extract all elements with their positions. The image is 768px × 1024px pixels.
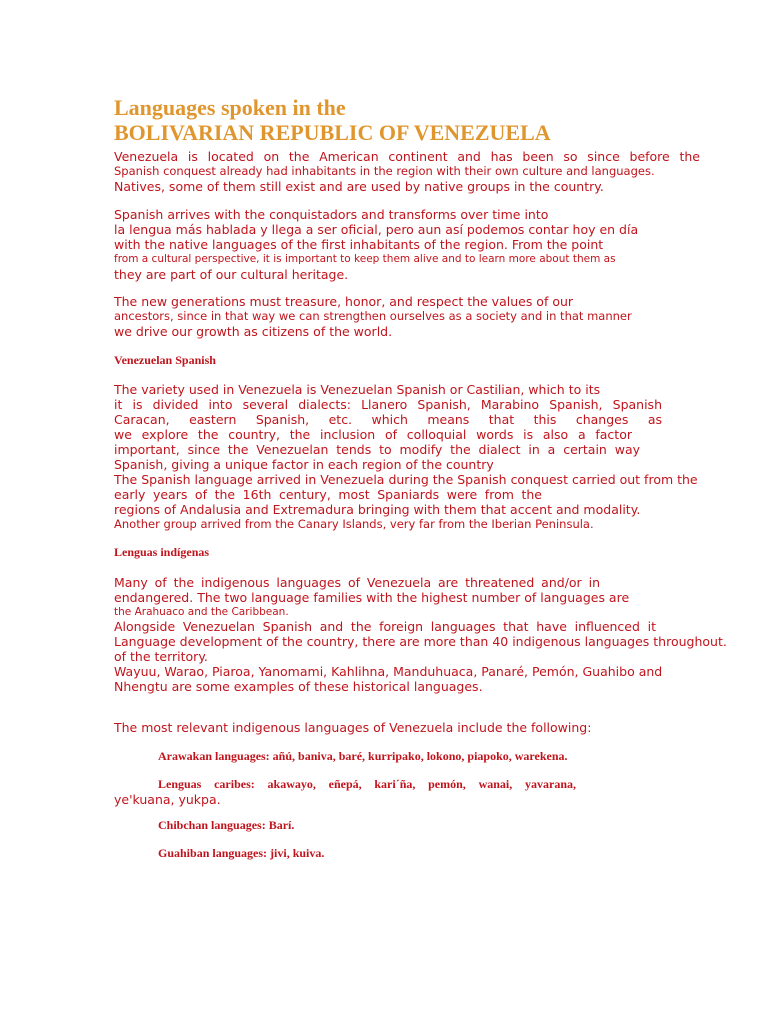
section-heading-venezuelan-spanish: Venezuelan Spanish xyxy=(114,353,216,367)
text-line: Venezuela is located on the American continent and has been so since before the xyxy=(114,149,700,164)
text-line: the Arahuaco and the Caribbean. xyxy=(114,606,289,618)
indigenous-paragraph xyxy=(114,575,727,694)
paragraph-text xyxy=(114,207,700,282)
intro-paragraph xyxy=(114,149,700,194)
spanish-arrival-paragraph xyxy=(114,207,700,282)
title-line-2: BOLIVARIAN REPUBLIC OF VENEZUELA xyxy=(114,120,551,145)
text-line: la lengua más hablada y llega a ser oficial, pero aun así podemos contar hoy en día xyxy=(114,222,639,237)
relevant-languages-intro xyxy=(114,720,700,735)
text-line: important, since the Venezuelan tends to modify the dialect in a certain way xyxy=(114,442,640,457)
page-title xyxy=(114,95,551,145)
text-line: Caracan, eastern Spanish, etc. which means that this changes as xyxy=(114,412,662,427)
text-line: of the territory. xyxy=(114,649,208,664)
title-line-1: Languages spoken in the xyxy=(114,95,346,120)
list-item-text: Arawakan languages: añú, baniva, baré, kurripako, lokono, piapoko, warekena. xyxy=(158,749,568,763)
text-line: Wayuu, Warao, Piaroa, Yanomami, Kahlihna, Manduhuaca, Panaré, Pemón, Guahibo and xyxy=(114,664,663,679)
text-line: we explore the country, the inclusion of colloquial words is also a factor xyxy=(114,427,632,442)
text-line: regions of Andalusia and Extremadura bringing with them that accent and modality. xyxy=(114,502,641,517)
text-line: The Spanish language arrived in Venezuela during the Spanish conquest carried out from the xyxy=(114,472,698,487)
text-line: we drive our growth as citizens of the world. xyxy=(114,324,393,339)
text-line: early years of the 16th century, most Spaniards were from the xyxy=(114,487,542,502)
list-item-text: Chibchan languages: Barí. xyxy=(158,818,295,832)
venezuelan-spanish-paragraph xyxy=(114,382,698,532)
paragraph-text xyxy=(114,575,727,694)
text-line: Spanish conquest already had inhabitants in the region with their own culture and languages. xyxy=(114,164,655,178)
text-line: Many of the indigenous languages of Venezuela are threatened and/or in xyxy=(114,575,600,590)
text-line: it is divided into several dialects: Llanero Spanish, Marabino Spanish, Spanish xyxy=(114,397,662,412)
generations-paragraph xyxy=(114,294,700,339)
paragraph-text xyxy=(114,149,700,194)
paragraph-text: The most relevant indigenous languages of Venezuela include the following: xyxy=(114,720,592,735)
text-line: Natives, some of them still exist and are used by native groups in the country. xyxy=(114,179,604,194)
text-line: ancestors, since in that way we can strengthen ourselves as a society and in that manner xyxy=(114,309,632,323)
text-line: with the native languages of the first inhabitants of the region. From the point xyxy=(114,237,604,252)
text-line: Nhengtu are some examples of these historical languages. xyxy=(114,679,483,694)
text-line: they are part of our cultural heritage. xyxy=(114,267,349,282)
list-item-continuation: ye'kuana, yukpa. xyxy=(114,792,221,807)
list-item-text: Lenguas caribes: akawayo, eñepá, kari´ña, pemón, wanai, yavarana, xyxy=(158,777,576,791)
text-line: Spanish, giving a unique factor in each region of the country xyxy=(114,457,494,472)
text-line: The variety used in Venezuela is Venezuelan Spanish or Castilian, which to its xyxy=(114,382,601,397)
text-line: Spanish arrives with the conquistadors and transforms over time into xyxy=(114,207,549,222)
list-item-text: Guahiban languages: jivi, kuiva. xyxy=(158,846,325,860)
text-line: Another group arrived from the Canary Islands, very far from the Iberian Peninsula. xyxy=(114,517,594,531)
text-line: Language development of the country, there are more than 40 indigenous languages throughout. xyxy=(114,634,727,649)
paragraph-text xyxy=(114,382,698,532)
text-line: The new generations must treasure, honor, and respect the values of our xyxy=(114,294,574,309)
text-line: endangered. The two language families with the highest number of languages are xyxy=(114,590,630,605)
text-line: from a cultural perspective, it is important to keep them alive and to learn more about them as xyxy=(114,253,616,265)
text-line: Alongside Venezuelan Spanish and the foreign languages that have influenced it xyxy=(114,619,656,634)
paragraph-text xyxy=(114,294,700,339)
section-heading-indigenous: Lenguas indígenas xyxy=(114,545,210,559)
